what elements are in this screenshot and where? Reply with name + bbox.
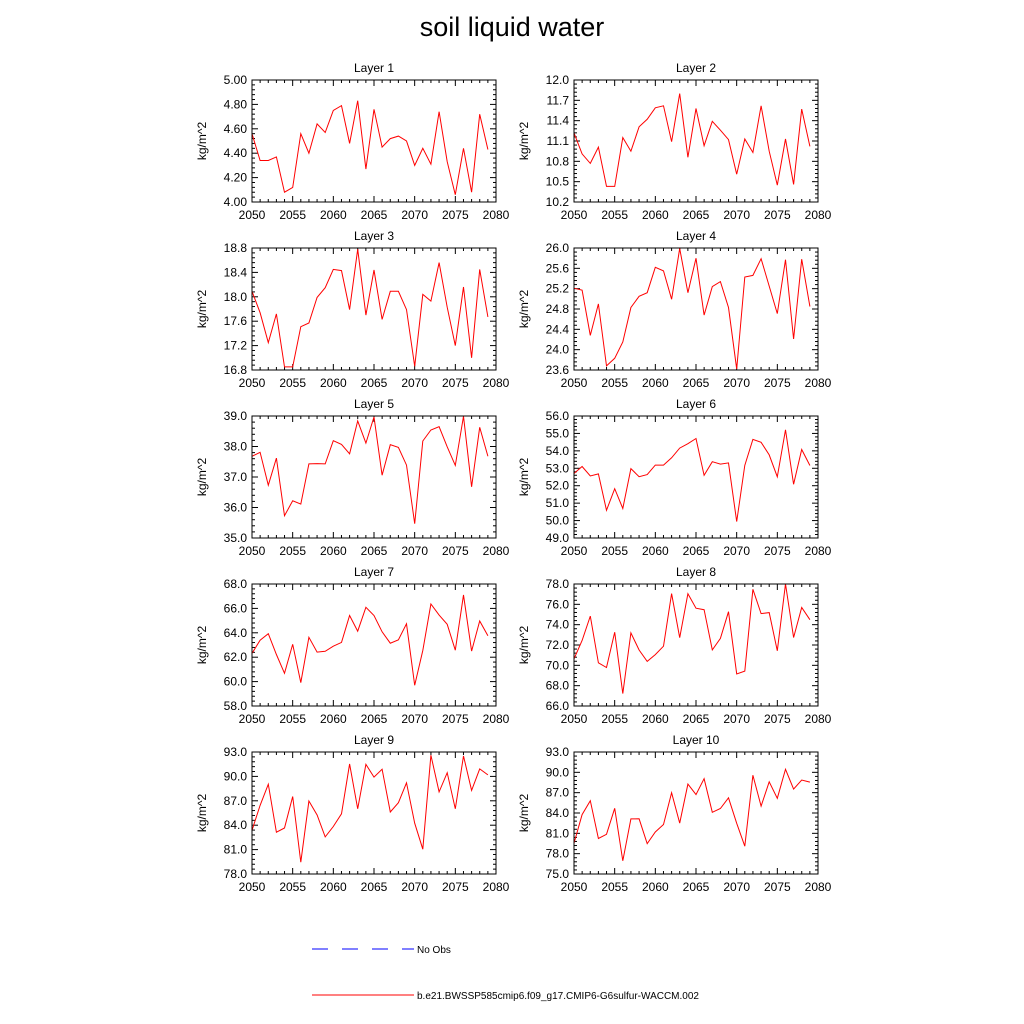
- series-line: [252, 755, 488, 862]
- plot-frame: [252, 80, 496, 202]
- x-tick-label: 2075: [441, 544, 469, 558]
- x-tick-label: 2070: [401, 880, 429, 894]
- x-tick-label: 2050: [560, 208, 588, 222]
- series-line: [574, 769, 810, 861]
- x-tick-label: 2075: [763, 208, 791, 222]
- series-line: [574, 430, 810, 522]
- chart-panel-2: [517, 61, 832, 222]
- y-axis-title: kg/m^2: [517, 625, 531, 665]
- series-line: [574, 249, 810, 370]
- x-tick-label: 2050: [560, 544, 588, 558]
- y-tick-label: 17.2: [223, 338, 247, 353]
- panel-title: Layer 5: [353, 397, 395, 411]
- y-tick-label: 49.0: [545, 531, 569, 545]
- chart-panel-8: [517, 565, 832, 726]
- y-tick-label: 26.0: [545, 241, 569, 255]
- y-tick-label: 93.0: [545, 745, 569, 759]
- y-axis-title: kg/m^2: [517, 121, 531, 161]
- chart-main-title: soil liquid water: [419, 12, 605, 42]
- series-line: [252, 595, 488, 685]
- y-tick-label: 81.0: [545, 826, 569, 841]
- plot-frame: [252, 584, 496, 706]
- x-tick-label: 2060: [641, 544, 669, 558]
- y-tick-label: 62.0: [223, 650, 247, 665]
- x-tick-label: 2055: [279, 544, 307, 558]
- y-tick-label: 24.0: [545, 342, 569, 357]
- x-tick-label: 2075: [441, 880, 469, 894]
- panel-title: Layer 4: [675, 229, 717, 243]
- x-tick-label: 2075: [441, 712, 469, 726]
- y-tick-label: 18.0: [223, 289, 247, 304]
- y-tick-label: 55.0: [545, 426, 569, 441]
- y-tick-label: 10.2: [545, 195, 569, 209]
- y-tick-label: 25.6: [545, 261, 569, 276]
- y-axis-title: kg/m^2: [517, 457, 531, 497]
- y-tick-label: 24.4: [545, 322, 569, 337]
- x-tick-label: 2055: [279, 208, 307, 222]
- x-tick-label: 2065: [682, 544, 710, 558]
- x-tick-label: 2070: [723, 208, 751, 222]
- x-tick-label: 2080: [482, 208, 510, 222]
- x-tick-label: 2070: [723, 880, 751, 894]
- x-tick-label: 2050: [238, 544, 266, 558]
- x-tick-label: 2070: [723, 376, 751, 390]
- x-tick-label: 2060: [641, 376, 669, 390]
- x-tick-label: 2065: [682, 376, 710, 390]
- y-axis-title: kg/m^2: [517, 793, 531, 833]
- y-tick-label: 38.0: [223, 439, 247, 454]
- x-tick-label: 2080: [804, 376, 832, 390]
- chart-panel-3: [195, 229, 510, 390]
- series-line: [252, 249, 488, 367]
- x-tick-label: 2075: [763, 544, 791, 558]
- y-tick-label: 54.0: [545, 443, 569, 458]
- y-axis-title: kg/m^2: [195, 457, 209, 497]
- x-tick-label: 2065: [682, 712, 710, 726]
- x-tick-label: 2050: [560, 376, 588, 390]
- panel-title: Layer 2: [675, 61, 717, 75]
- x-tick-label: 2060: [319, 544, 347, 558]
- y-tick-label: 70.0: [545, 658, 569, 673]
- y-tick-label: 75.0: [545, 867, 569, 881]
- panel-title: Layer 7: [353, 565, 395, 579]
- legend-obs-label: No Obs: [417, 945, 451, 956]
- chart-panel-6: [517, 397, 832, 558]
- chart-panel-7: [195, 565, 510, 726]
- plot-frame: [574, 584, 818, 706]
- y-tick-label: 51.0: [545, 496, 569, 511]
- y-tick-label: 93.0: [223, 745, 247, 759]
- x-tick-label: 2065: [360, 544, 388, 558]
- y-tick-label: 11.4: [546, 113, 569, 128]
- x-tick-label: 2070: [723, 712, 751, 726]
- y-tick-label: 56.0: [545, 409, 569, 423]
- x-tick-label: 2070: [401, 376, 429, 390]
- x-tick-label: 2055: [601, 376, 629, 390]
- series-line: [574, 94, 810, 187]
- y-tick-label: 17.6: [223, 314, 247, 329]
- x-tick-label: 2080: [482, 712, 510, 726]
- chart-panel-1: [195, 61, 510, 222]
- y-tick-label: 37.0: [223, 470, 247, 484]
- x-tick-label: 2075: [441, 376, 469, 390]
- x-tick-label: 2050: [560, 712, 588, 726]
- y-tick-label: 66.0: [223, 601, 247, 616]
- x-tick-label: 2065: [360, 208, 388, 222]
- y-tick-label: 10.8: [545, 154, 569, 169]
- x-tick-label: 2060: [641, 712, 669, 726]
- x-tick-label: 2065: [360, 376, 388, 390]
- x-tick-label: 2080: [482, 544, 510, 558]
- y-tick-label: 60.0: [223, 674, 247, 689]
- x-tick-label: 2060: [319, 208, 347, 222]
- y-axis-title: kg/m^2: [517, 289, 531, 329]
- y-tick-label: 74.0: [545, 617, 569, 632]
- x-tick-label: 2080: [804, 544, 832, 558]
- y-tick-label: 68.0: [545, 678, 569, 693]
- y-tick-label: 64.0: [223, 625, 247, 640]
- x-tick-label: 2055: [601, 208, 629, 222]
- x-tick-label: 2080: [804, 208, 832, 222]
- panel-title: Layer 10: [672, 733, 720, 747]
- chart-panel-9: [195, 733, 510, 894]
- y-tick-label: 23.6: [545, 363, 569, 377]
- y-tick-label: 25.2: [545, 281, 569, 296]
- x-tick-label: 2080: [804, 880, 832, 894]
- y-tick-label: 11.1: [546, 134, 569, 148]
- x-tick-label: 2055: [279, 376, 307, 390]
- x-tick-label: 2075: [763, 376, 791, 390]
- x-tick-label: 2060: [319, 712, 347, 726]
- plot-frame: [574, 416, 818, 538]
- plot-frame: [574, 752, 818, 874]
- x-tick-label: 2070: [401, 208, 429, 222]
- y-tick-label: 81.0: [223, 842, 247, 857]
- x-tick-label: 2070: [401, 712, 429, 726]
- y-axis-title: kg/m^2: [195, 793, 209, 833]
- y-tick-label: 76.0: [545, 597, 569, 612]
- x-tick-label: 2050: [238, 880, 266, 894]
- plot-frame: [252, 248, 496, 370]
- x-tick-label: 2080: [804, 712, 832, 726]
- y-tick-label: 4.60: [223, 121, 247, 136]
- panel-title: Layer 3: [353, 229, 395, 243]
- panel-title: Layer 8: [675, 565, 717, 579]
- chart-panel-10: [517, 733, 832, 894]
- y-tick-label: 87.0: [223, 793, 247, 808]
- x-tick-label: 2065: [360, 880, 388, 894]
- y-tick-label: 87.0: [545, 785, 569, 800]
- y-tick-label: 10.5: [545, 174, 569, 189]
- y-tick-label: 66.0: [545, 699, 569, 713]
- panel-title: Layer 6: [675, 397, 717, 411]
- x-tick-label: 2055: [601, 544, 629, 558]
- x-tick-label: 2055: [601, 712, 629, 726]
- y-tick-label: 36.0: [223, 500, 247, 515]
- y-tick-label: 12.0: [545, 73, 569, 87]
- series-line: [574, 584, 810, 694]
- x-tick-label: 2060: [319, 880, 347, 894]
- x-tick-label: 2055: [279, 712, 307, 726]
- x-tick-label: 2080: [482, 880, 510, 894]
- x-tick-label: 2055: [279, 880, 307, 894]
- panel-title: Layer 1: [353, 61, 395, 75]
- x-tick-label: 2050: [238, 712, 266, 726]
- x-tick-label: 2075: [441, 208, 469, 222]
- x-tick-label: 2080: [482, 376, 510, 390]
- x-tick-label: 2050: [238, 376, 266, 390]
- plot-frame: [574, 248, 818, 370]
- y-tick-label: 72.0: [545, 638, 569, 652]
- x-tick-label: 2060: [641, 880, 669, 894]
- series-line: [252, 101, 488, 195]
- y-axis-title: kg/m^2: [195, 289, 209, 329]
- y-tick-label: 78.0: [545, 577, 569, 591]
- y-tick-label: 24.8: [545, 302, 569, 316]
- x-tick-label: 2065: [682, 880, 710, 894]
- y-tick-label: 84.0: [545, 806, 569, 820]
- x-tick-label: 2065: [682, 208, 710, 222]
- x-tick-label: 2055: [601, 880, 629, 894]
- x-tick-label: 2075: [763, 880, 791, 894]
- x-tick-label: 2065: [360, 712, 388, 726]
- y-tick-label: 52.0: [545, 478, 569, 493]
- chart-panel-5: [195, 397, 510, 558]
- chart-panel-4: [517, 229, 832, 390]
- y-axis-title: kg/m^2: [195, 121, 209, 161]
- y-axis-title: kg/m^2: [195, 625, 209, 665]
- plot-frame: [574, 80, 818, 202]
- y-tick-label: 18.8: [223, 241, 247, 255]
- y-tick-label: 78.0: [545, 846, 569, 861]
- y-tick-label: 5.00: [223, 73, 247, 87]
- y-tick-label: 78.0: [223, 867, 247, 881]
- y-tick-label: 39.0: [223, 409, 247, 423]
- y-tick-label: 4.00: [223, 195, 247, 209]
- x-tick-label: 2075: [763, 712, 791, 726]
- x-tick-label: 2060: [319, 376, 347, 390]
- y-tick-label: 68.0: [223, 577, 247, 591]
- y-tick-label: 84.0: [223, 818, 247, 833]
- y-tick-label: 4.20: [223, 170, 247, 185]
- x-tick-label: 2060: [641, 208, 669, 222]
- y-tick-label: 16.8: [223, 363, 247, 377]
- y-tick-label: 58.0: [223, 699, 247, 713]
- y-tick-label: 4.80: [223, 97, 247, 112]
- y-tick-label: 90.0: [223, 769, 247, 784]
- series-line: [252, 416, 488, 523]
- y-tick-label: 50.0: [545, 513, 569, 528]
- legend: [312, 945, 699, 1002]
- y-tick-label: 90.0: [545, 765, 569, 780]
- panel-title: Layer 9: [353, 733, 395, 747]
- y-tick-label: 53.0: [545, 461, 569, 476]
- x-tick-label: 2050: [560, 880, 588, 894]
- plot-frame: [252, 416, 496, 538]
- x-tick-label: 2070: [723, 544, 751, 558]
- legend-model-label: b.e21.BWSSP585cmip6.f09_g17.CMIP6-G6sulfur-WACCM.002: [417, 991, 699, 1002]
- y-tick-label: 18.4: [223, 265, 247, 280]
- y-tick-label: 11.7: [546, 93, 569, 108]
- x-tick-label: 2070: [401, 544, 429, 558]
- x-tick-label: 2050: [238, 208, 266, 222]
- y-tick-label: 35.0: [223, 531, 247, 545]
- y-tick-label: 4.40: [223, 146, 247, 161]
